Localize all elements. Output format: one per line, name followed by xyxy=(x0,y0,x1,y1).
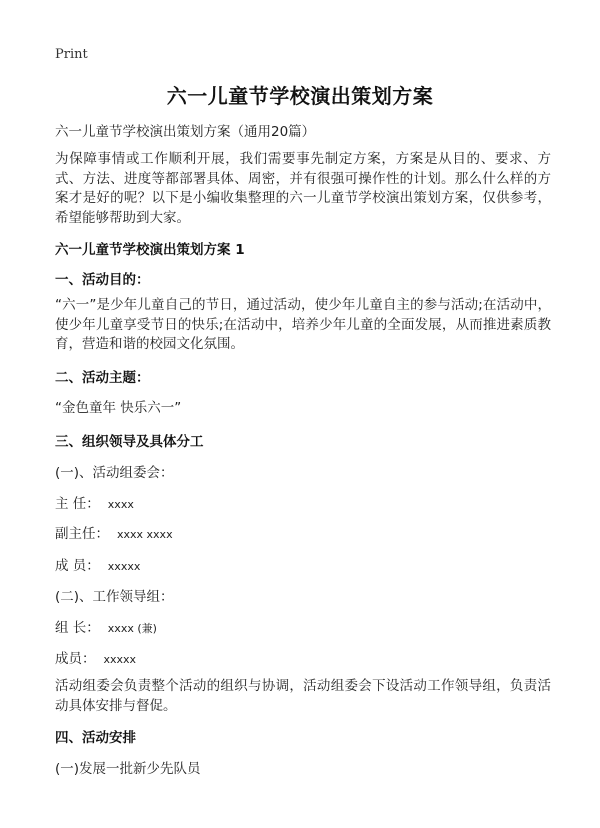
arrangement-item: (一)发展一批新少先队员 xyxy=(55,761,201,777)
section-heading-purpose: 一、活动目的： xyxy=(55,272,150,288)
section-heading-theme: 二、活动主题： xyxy=(55,370,150,386)
members-value: xxxxx xyxy=(107,560,141,573)
group-members-label: 成员： xyxy=(55,651,96,667)
purpose-paragraph: “六一”是少年儿童自己的节日，通过活动，使少年儿童自主的参与活动;在活动中，使少年儿童享受节日的快乐;在活动中，培养少年儿童的全面发展，从而推进素质教育，营造和谐的校园文化氛围。 xyxy=(55,297,551,352)
responsibility-paragraph: 活动组委会负责整个活动的组织与协调，活动组委会下设活动工作领导组，负责活动具体安排与督促。 xyxy=(55,678,551,714)
print-link[interactable]: Print xyxy=(55,47,88,62)
vice-director-line xyxy=(55,522,173,542)
group-leader-line xyxy=(55,616,157,636)
group-leader-label: 组 长： xyxy=(55,620,100,636)
intro-paragraph: 为保障事情或工作顺利开展，我们需要事先制定方案，方案是从目的、要求、方式、方法、进度等都部署具体、周密，并有很强可操作性的计划。那么什么样的方案才是好的呢？以下是小编收集整理的六一儿童节学校演出策划方案，仅供参考，希望能够帮助到大家。 xyxy=(55,151,551,226)
members-line xyxy=(55,554,140,574)
leading-group-label: (二)、工作领导组： xyxy=(55,589,174,605)
director-line xyxy=(55,492,134,512)
director-label: 主 任： xyxy=(55,496,100,512)
group-leader-value: xxxx (兼) xyxy=(107,622,157,635)
document-subtitle: 六一儿童节学校演出策划方案（通用20篇） xyxy=(55,124,316,140)
section-heading-organization: 三、组织领导及具体分工 xyxy=(55,434,204,450)
members-label: 成 员： xyxy=(55,558,100,574)
vice-director-label: 副主任： xyxy=(55,526,109,542)
group-members-line xyxy=(55,647,136,667)
theme-text: “金色童年 快乐六一” xyxy=(55,400,182,416)
document-title: 六一儿童节学校演出策划方案 xyxy=(166,84,434,108)
director-value: xxxx xyxy=(107,498,134,511)
plan-heading: 六一儿童节学校演出策划方案 1 xyxy=(55,242,245,258)
section-heading-arrangement: 四、活动安排 xyxy=(55,730,136,746)
vice-director-value: xxxx xxxx xyxy=(117,528,173,541)
committee-label: (一)、活动组委会： xyxy=(55,465,174,481)
group-members-value: xxxxx xyxy=(103,653,137,666)
